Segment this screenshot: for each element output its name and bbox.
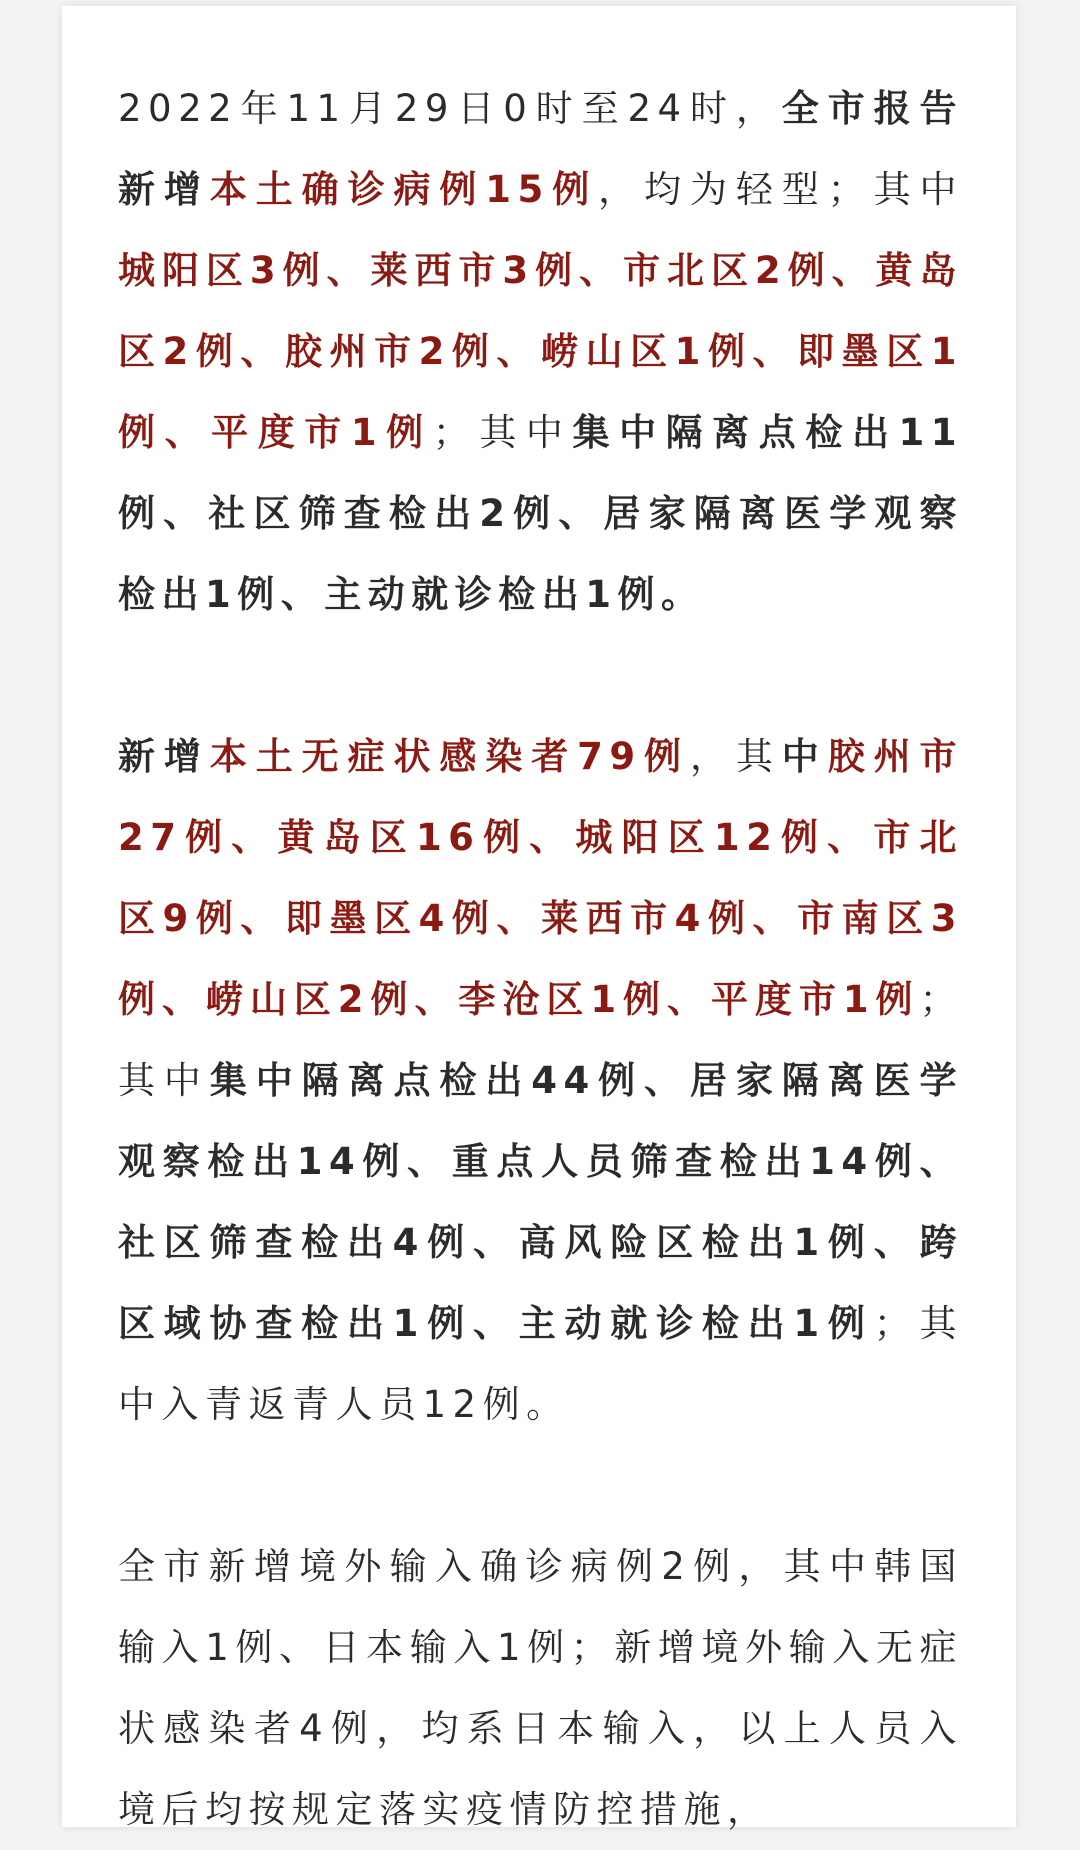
- text-run-bold: 中: [781, 735, 828, 778]
- text-run-highlight: 本土无症状感染者79例: [209, 735, 690, 778]
- text-run-highlight: 胶州市27例、黄岛区16例、城阳区12例、市北区9例、即墨区4例、莱西市4例、市南区3例、崂山区2例、李沧区1例、平度市1例: [118, 735, 964, 1021]
- text-run-bold: 集中隔离点检出44例、居家隔离医学观察检出14例、重点人员筛查检出14例、社区筛查检出4例、高风险区检出1例、跨区域协查检出1例、主动就诊检出1例: [118, 1059, 963, 1345]
- paragraph-imported-cases: [118, 1526, 963, 1850]
- text-run: ，均为轻型；其中: [598, 168, 964, 211]
- text-run-highlight: 本土确诊病例15例: [209, 168, 599, 211]
- text-run: 全市新增境外输入确诊病例2例，其中韩国输入1例、日本输入1例；新增境外输入无症状感染者4例，均系日本输入，以上人员入境后均按规定落实疫情防控措施，: [118, 1545, 963, 1831]
- text-run-highlight: 城阳区3例、莱西市3例、市北区2例、黄岛区2例、胶州市2例、崂山区1例、即墨区1例、平度市1例: [118, 249, 963, 454]
- paragraph-asymptomatic-cases: [118, 716, 963, 1445]
- paragraph-confirmed-cases: [118, 68, 963, 635]
- text-run: ；其中: [118, 978, 963, 1102]
- text-run: ；其中入青返青人员12例。: [118, 1302, 963, 1426]
- text-run: ，其: [689, 735, 782, 778]
- text-run-bold: 全市报告新增: [118, 87, 964, 211]
- text-run-bold: 集中隔离点检出11例、社区筛查检出2例、居家隔离医学观察检出1例、主动就诊检出1例。: [118, 411, 964, 616]
- article-card: [62, 6, 1016, 1831]
- text-run-bold: 新增: [118, 735, 210, 778]
- text-run: ；其中: [432, 411, 573, 454]
- text-run: 2022年11月29日0时至24时，: [118, 87, 782, 130]
- article-body: [118, 68, 963, 1850]
